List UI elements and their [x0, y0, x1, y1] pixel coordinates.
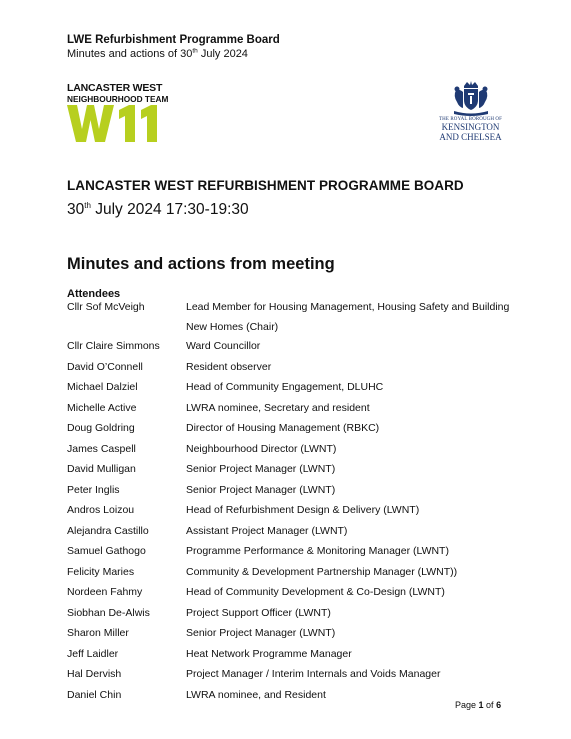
rbkc-logo-line1: KENSINGTON — [441, 122, 500, 132]
attendee-name: David Mulligan — [67, 463, 136, 475]
attendee-role: LWRA nominee, Secretary and resident — [186, 401, 370, 414]
attendee-row — [67, 501, 527, 522]
page-current: 1 — [478, 700, 484, 710]
board-title: LANCASTER WEST REFURBISHMENT PROGRAMME BOARD — [67, 178, 464, 193]
attendee-name: Felicity Maries — [67, 565, 135, 578]
attendee-name: Sharon Miller — [67, 627, 129, 639]
lancaster-west-logo — [67, 83, 172, 145]
attendee-role: Senior Project Manager (LWNT) — [186, 463, 336, 475]
rbkc-logo — [433, 80, 508, 150]
attendee-row — [67, 440, 527, 461]
attendee-name: Andros Loizou — [67, 504, 135, 516]
attendee-row — [67, 665, 527, 686]
attendee-role: Programme Performance & Monitoring Manager (LWNT) — [186, 545, 449, 557]
header-subtitle-post: July 2024 — [197, 48, 248, 60]
attendee-name: Nordeen Fahmy — [67, 586, 143, 598]
attendee-role: Head of Community Development & Co-Design (LWNT) — [186, 586, 445, 598]
attendee-role: Project Support Officer (LWNT) — [186, 606, 331, 619]
attendee-row — [67, 378, 527, 399]
attendee-role: Project Manager / Interim Internals and Voids Manager — [186, 668, 441, 680]
attendee-row — [67, 645, 527, 666]
document-header — [67, 33, 280, 61]
lancaster-west-logo-line2: NEIGHBOURHOOD TEAM — [67, 94, 169, 104]
meeting-date-post: July 2024 17:30-19:30 — [90, 201, 249, 218]
attendee-name: Michael Dalziel — [67, 381, 138, 393]
header-subtitle-pre: Minutes and actions of 30 — [67, 48, 193, 60]
attendee-row — [67, 337, 527, 358]
page-total: 6 — [496, 700, 502, 710]
attendee-name: Peter Inglis — [67, 483, 120, 496]
attendee-role: Ward Councillor — [186, 340, 261, 352]
attendees-heading: Attendees — [67, 288, 121, 300]
borough-crest-icon — [450, 80, 492, 116]
attendee-name: Siobhan De-Alwis — [67, 606, 150, 619]
attendee-row — [67, 563, 527, 584]
attendee-row — [67, 358, 527, 379]
attendee-row — [67, 419, 527, 440]
header-title: LWE Refurbishment Programme Board — [67, 34, 280, 46]
attendee-role: Assistant Project Manager (LWNT) — [186, 524, 348, 537]
meeting-date-pre: 30 — [67, 201, 85, 218]
attendee-name: Samuel Gathogo — [67, 545, 146, 557]
page-word: Page — [455, 700, 479, 710]
attendee-role: Senior Project Manager (LWNT) — [186, 627, 336, 639]
attendee-row — [67, 298, 527, 337]
attendee-role: LWRA nominee, and Resident — [186, 688, 326, 701]
attendee-name: David O’Connell — [67, 360, 143, 373]
attendee-row — [67, 542, 527, 563]
page-of: of — [483, 700, 497, 710]
attendee-role: Director of Housing Management (RBKC) — [186, 422, 380, 434]
meeting-date-sup: th — [84, 200, 91, 210]
attendee-role: Lead Member for Housing Management, Housing Safety and Building New Homes (Chair) — [186, 301, 510, 333]
attendee-name: Jeff Laidler — [67, 647, 119, 660]
attendee-row — [67, 624, 527, 645]
attendee-role: Head of Refurbishment Design & Delivery (LWNT) — [186, 504, 420, 516]
attendee-role: Heat Network Programme Manager — [186, 647, 352, 660]
attendee-name: Cllr Sof McVeigh — [67, 301, 145, 313]
attendee-row — [67, 460, 527, 481]
rbkc-logo-line2: AND CHELSEA — [439, 132, 502, 142]
attendee-name: Daniel Chin — [67, 688, 122, 701]
attendee-name: Cllr Claire Simmons — [67, 340, 160, 352]
attendee-name: James Caspell — [67, 442, 136, 455]
attendee-list — [67, 298, 527, 706]
attendee-role: Community & Development Partnership Manager (LWNT)) — [186, 565, 458, 578]
attendee-name: Alejandra Castillo — [67, 524, 149, 537]
w11-logo-mark — [67, 105, 167, 143]
attendee-row — [67, 583, 527, 604]
attendee-row — [67, 604, 527, 625]
header-subtitle — [67, 47, 280, 61]
attendee-role: Neighbourhood Director (LWNT) — [186, 442, 337, 455]
meeting-date — [67, 201, 249, 219]
attendee-row — [67, 399, 527, 420]
section-heading: Minutes and actions from meeting — [67, 255, 335, 273]
attendee-row — [67, 522, 527, 543]
attendee-name: Hal Dervish — [67, 668, 122, 680]
attendee-role: Resident observer — [186, 360, 272, 373]
rbkc-logo-small-text: THE ROYAL BOROUGH OF — [438, 117, 503, 122]
attendee-row — [67, 481, 527, 502]
attendee-role: Head of Community Engagement, DLUHC — [186, 381, 384, 393]
header-subtitle-sup: th — [192, 47, 198, 55]
lancaster-west-logo-line1: LANCASTER WEST — [67, 82, 163, 94]
attendee-role: Senior Project Manager (LWNT) — [186, 483, 336, 496]
attendee-name: Doug Goldring — [67, 422, 135, 434]
page-number — [455, 700, 501, 710]
attendee-name: Michelle Active — [67, 401, 137, 414]
